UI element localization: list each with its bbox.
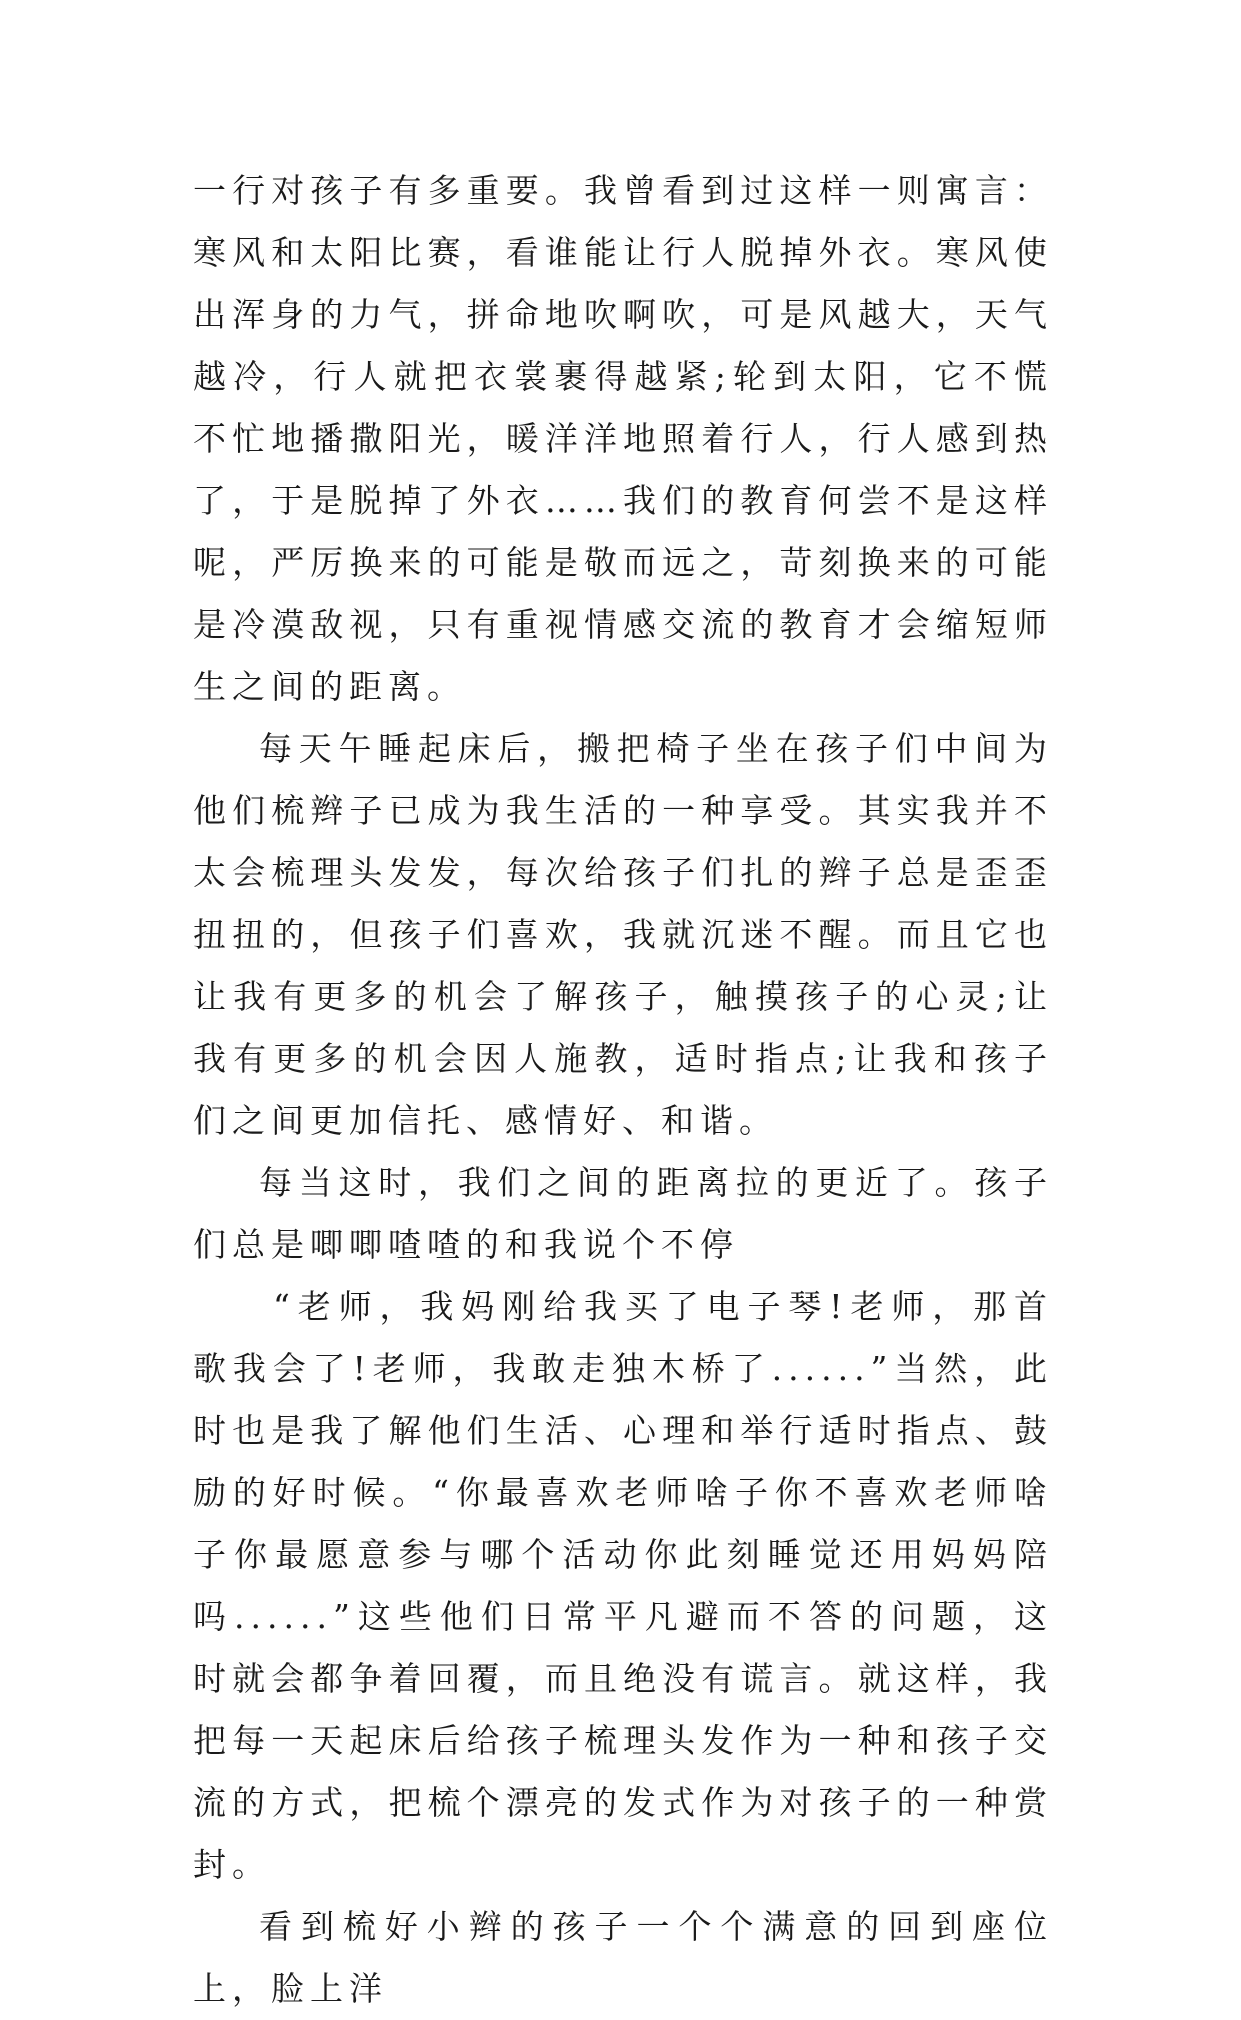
paragraph-closer-distance: 每当这时，我们之间的距离拉的更近了。孩子们总是唧唧喳喳的和我说个不停 <box>193 1163 1053 1264</box>
paragraph-children-quotes: “老师，我妈刚给我买了电子琴!老师，那首歌我会了!老师，我敢走独木桥了......”当然，此时也是我了解他们生活、心理和举行适时指点、鼓励的好时候。“你最喜欢老师啥子你不喜欢老师啥子你最愿意参与哪个活动你此刻睡觉还用妈妈陪吗......”这些他们日常平凡避而不答的问题，这时就会都争着回覆，而且绝没有谎言。就这样，我把每一天起床后给孩子梳理头发作为一种和孩子交流的方式，把梳个漂亮的发式作为对孩子的一种赏封。 <box>193 1287 1053 1884</box>
paragraph-braiding: 每天午睡起床后，搬把椅子坐在孩子们中间为他们梳辫子已成为我生活的一种享受。其实我并不太会梳理头发发，每次给孩子们扎的辫子总是歪歪扭扭的，但孩子们喜欢，我就沉迷不醒。而且它也让我有更多的机会了解孩子，触摸孩子的心灵;让我有更多的机会因人施教，适时指点;让我和孩子们之间更加信托、感情好、和谐。 <box>193 729 1053 1140</box>
paragraph-satisfied-children: 看到梳好小辫的孩子一个个满意的回到座位上，脸上洋 <box>193 1907 1053 2008</box>
paragraph-fable: 一行对孩子有多重要。我曾看到过这样一则寓言：寒风和太阳比赛，看谁能让行人脱掉外衣。寒风使出浑身的力气，拼命地吹啊吹，可是风越大，天气越冷，行人就把衣裳裹得越紧;轮到太阳，它不慌不忙地播撒阳光，暖洋洋地照着行人，行人感到热了，于是脱掉了外衣……我们的教育何尝不是这样呢，严厉换来的可能是敬而远之，苛刻换来的可能是冷漠敌视，只有重视情感交流的教育才会缩短师生之间的距离。 <box>193 171 1053 706</box>
document-body <box>193 160 1053 2020</box>
